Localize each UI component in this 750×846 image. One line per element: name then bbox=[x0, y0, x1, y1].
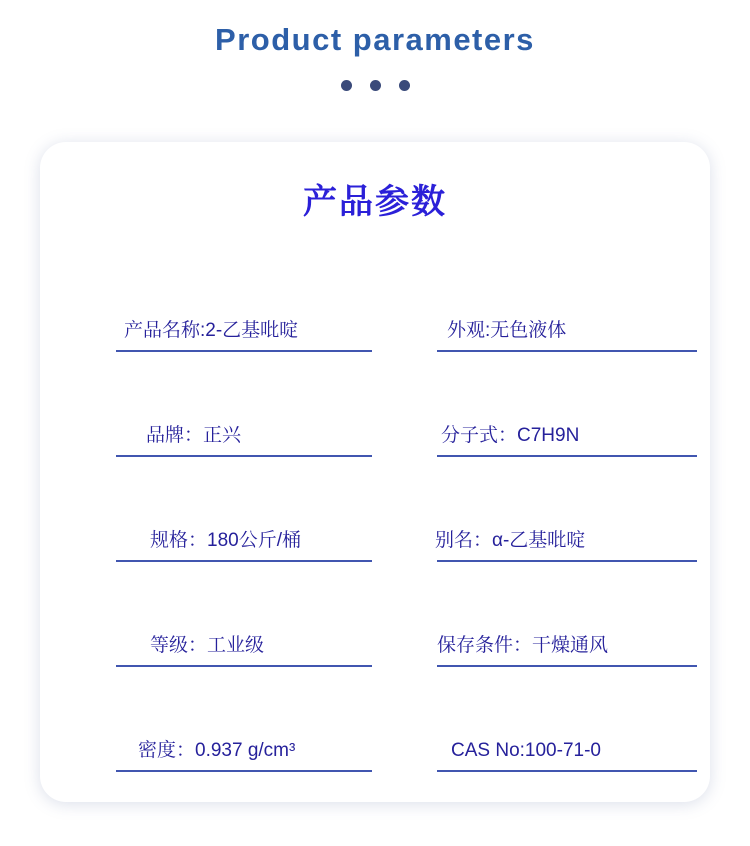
card-title: 产品参数 bbox=[303, 183, 447, 221]
parameter-item-brand bbox=[40, 372, 375, 477]
parameter-item-grade bbox=[40, 582, 375, 687]
parameter-underline bbox=[116, 560, 372, 562]
parameter-underline bbox=[116, 455, 372, 457]
parameter-item-molecular-formula bbox=[375, 372, 710, 477]
parameter-underline bbox=[116, 665, 372, 667]
parameter-text: 等级：工业级 bbox=[150, 635, 265, 656]
parameter-item-specification bbox=[40, 477, 375, 582]
parameter-text: 分子式：C7H9N bbox=[441, 425, 580, 446]
parameter-item-density bbox=[40, 687, 375, 792]
parameter-text: 产品名称:2-乙基吡啶 bbox=[124, 320, 299, 341]
parameter-text: CAS No:100-71-0 bbox=[451, 740, 601, 761]
parameter-text: 别名：α-乙基吡啶 bbox=[435, 530, 586, 551]
parameter-underline bbox=[116, 770, 372, 772]
page-title: Product parameters bbox=[215, 22, 535, 57]
parameter-text: 保存条件：干燥通风 bbox=[437, 635, 609, 656]
dot-icon bbox=[370, 80, 381, 91]
parameter-item-cas-no bbox=[375, 687, 710, 792]
parameter-item-storage-condition bbox=[375, 582, 710, 687]
parameter-underline bbox=[116, 350, 372, 352]
dot-icon bbox=[341, 80, 352, 91]
parameter-text: 品牌：正兴 bbox=[146, 425, 242, 446]
parameter-item-alias bbox=[375, 477, 710, 582]
dot-icon bbox=[399, 80, 410, 91]
parameter-text: 外观:无色液体 bbox=[447, 320, 567, 341]
parameter-underline bbox=[437, 350, 697, 352]
parameter-text: 密度：0.937 g/cm³ bbox=[138, 740, 296, 761]
parameter-underline bbox=[437, 770, 697, 772]
dot-separator bbox=[0, 80, 750, 91]
parameters-card bbox=[40, 142, 710, 802]
parameter-underline bbox=[437, 455, 697, 457]
parameter-underline bbox=[437, 665, 697, 667]
parameter-text: 规格：180公斤/桶 bbox=[150, 530, 301, 551]
parameter-item-appearance bbox=[375, 267, 710, 372]
parameter-item-product-name bbox=[40, 267, 375, 372]
parameter-underline bbox=[437, 560, 697, 562]
parameters-grid bbox=[40, 267, 710, 792]
